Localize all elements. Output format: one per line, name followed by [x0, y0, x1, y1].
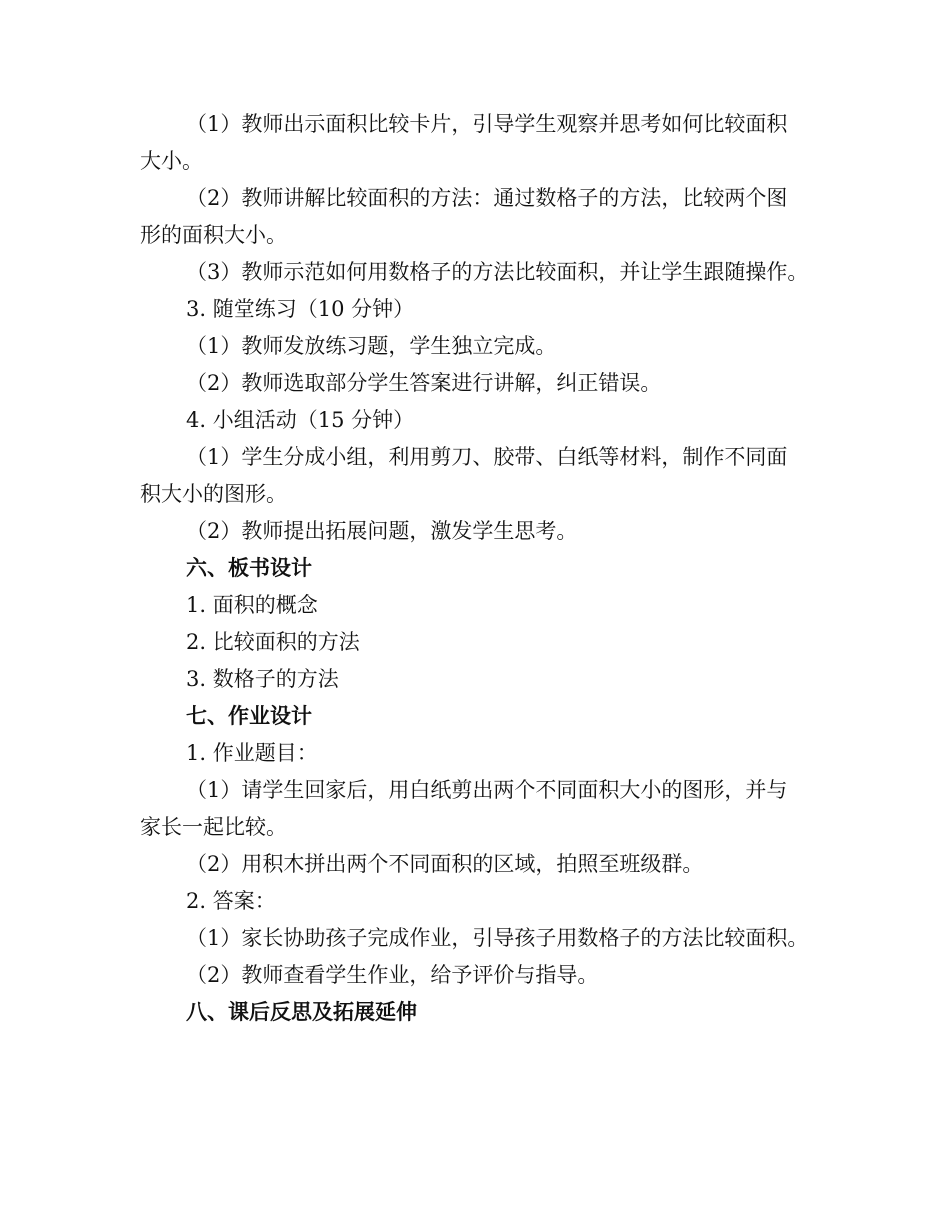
paragraph-line: （1）教师发放练习题，学生独立完成。 [186, 334, 557, 358]
section-heading: 八、课后反思及拓展延伸 [186, 1000, 417, 1024]
list-item: 2. 比较面积的方法 [186, 630, 360, 654]
paragraph-line: （2）教师讲解比较面积的方法：通过数格子的方法，比较两个图 [186, 186, 788, 210]
paragraph-line: （1）教师出示面积比较卡片，引导学生观察并思考如何比较面积 [186, 112, 788, 136]
section-heading: 七、作业设计 [186, 704, 312, 728]
paragraph-line: 形的面积大小。 [140, 223, 287, 247]
paragraph-line: （2）用积木拼出两个不同面积的区域，拍照至班级群。 [186, 852, 704, 876]
list-item: 4. 小组活动（15 分钟） [186, 408, 415, 432]
paragraph-line: （2）教师提出拓展问题，激发学生思考。 [186, 519, 578, 543]
list-item: 1. 面积的概念 [186, 593, 318, 617]
list-item: 3. 数格子的方法 [186, 667, 339, 691]
paragraph-line: （3）教师示范如何用数格子的方法比较面积，并让学生跟随操作。 [186, 260, 809, 284]
list-item: 3. 随堂练习（10 分钟） [186, 297, 415, 321]
section-heading: 六、板书设计 [186, 556, 312, 580]
paragraph-line: 家长一起比较。 [140, 815, 287, 839]
paragraph-line: （2）教师选取部分学生答案进行讲解，纠正错误。 [186, 371, 662, 395]
paragraph-line: 积大小的图形。 [140, 482, 287, 506]
paragraph-line: （1）请学生回家后，用白纸剪出两个不同面积大小的图形，并与 [186, 778, 788, 802]
paragraph-line: （1）学生分成小组，利用剪刀、胶带、白纸等材料，制作不同面 [186, 445, 788, 469]
list-item: 1. 作业题目： [186, 741, 318, 765]
paragraph-line: （2）教师查看学生作业，给予评价与指导。 [186, 963, 599, 987]
paragraph-line: （1）家长协助孩子完成作业，引导孩子用数格子的方法比较面积。 [186, 926, 809, 950]
list-item: 2. 答案： [186, 889, 276, 913]
paragraph-line: 大小。 [140, 149, 203, 173]
